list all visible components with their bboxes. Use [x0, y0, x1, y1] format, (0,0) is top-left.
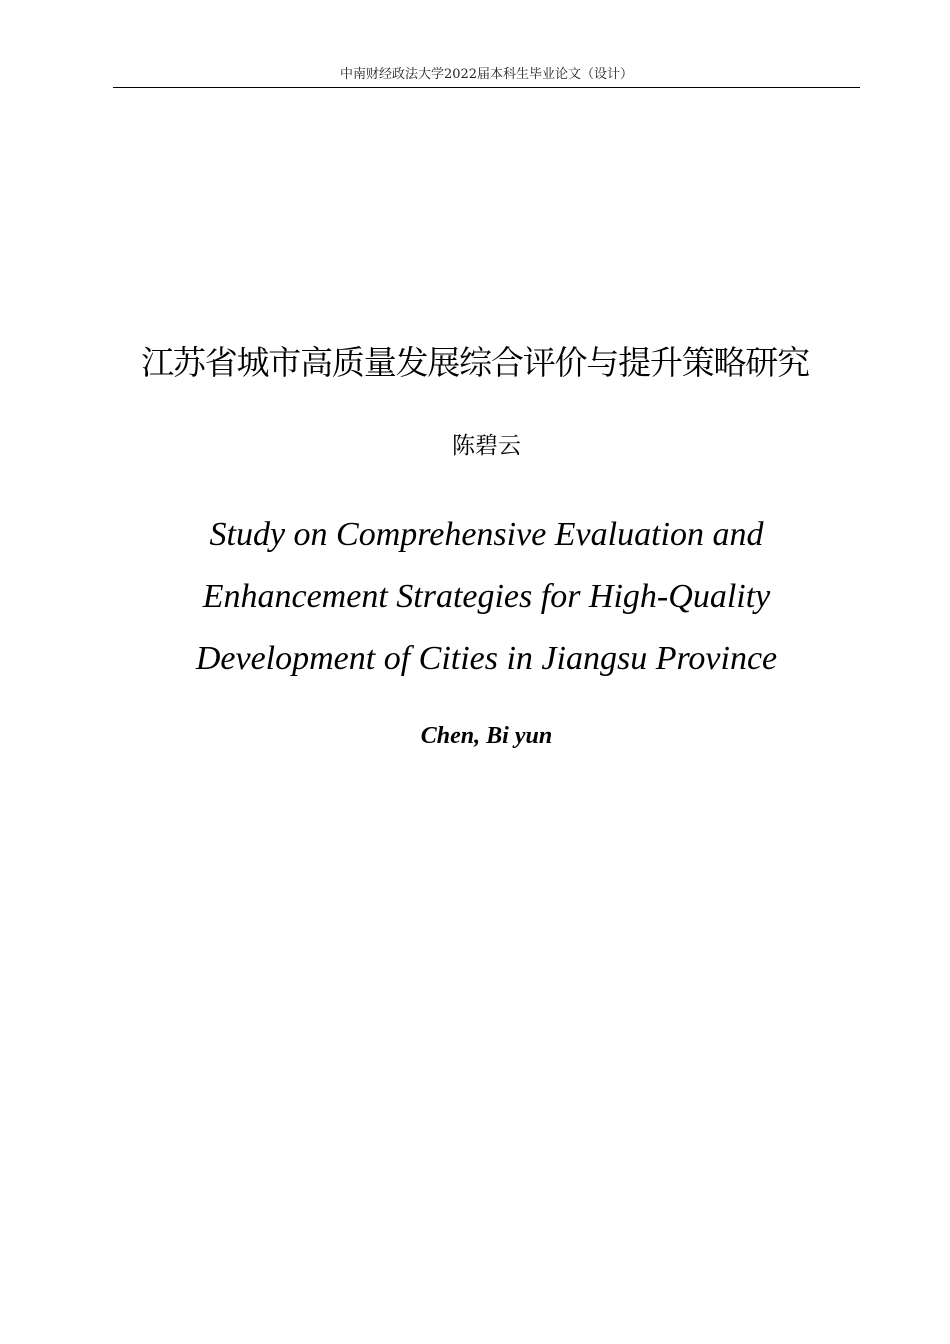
chinese-author-name: 陈碧云	[452, 433, 521, 459]
chinese-title: 江苏省城市高质量发展综合评价与提升策略研究	[141, 343, 809, 382]
english-title-line: Study on Comprehensive Evaluation and	[209, 516, 764, 553]
english-author-name: Chen, Bi yun	[420, 723, 553, 749]
english-title-line: Enhancement Strategies for High-Quality	[202, 578, 771, 615]
header-divider	[113, 87, 860, 88]
english-title	[113, 504, 860, 690]
english-title-line: Development of Cities in Jiangsu Province	[195, 640, 778, 677]
running-header: 中南财经政法大学2022届本科生毕业论文（设计）	[339, 67, 634, 82]
